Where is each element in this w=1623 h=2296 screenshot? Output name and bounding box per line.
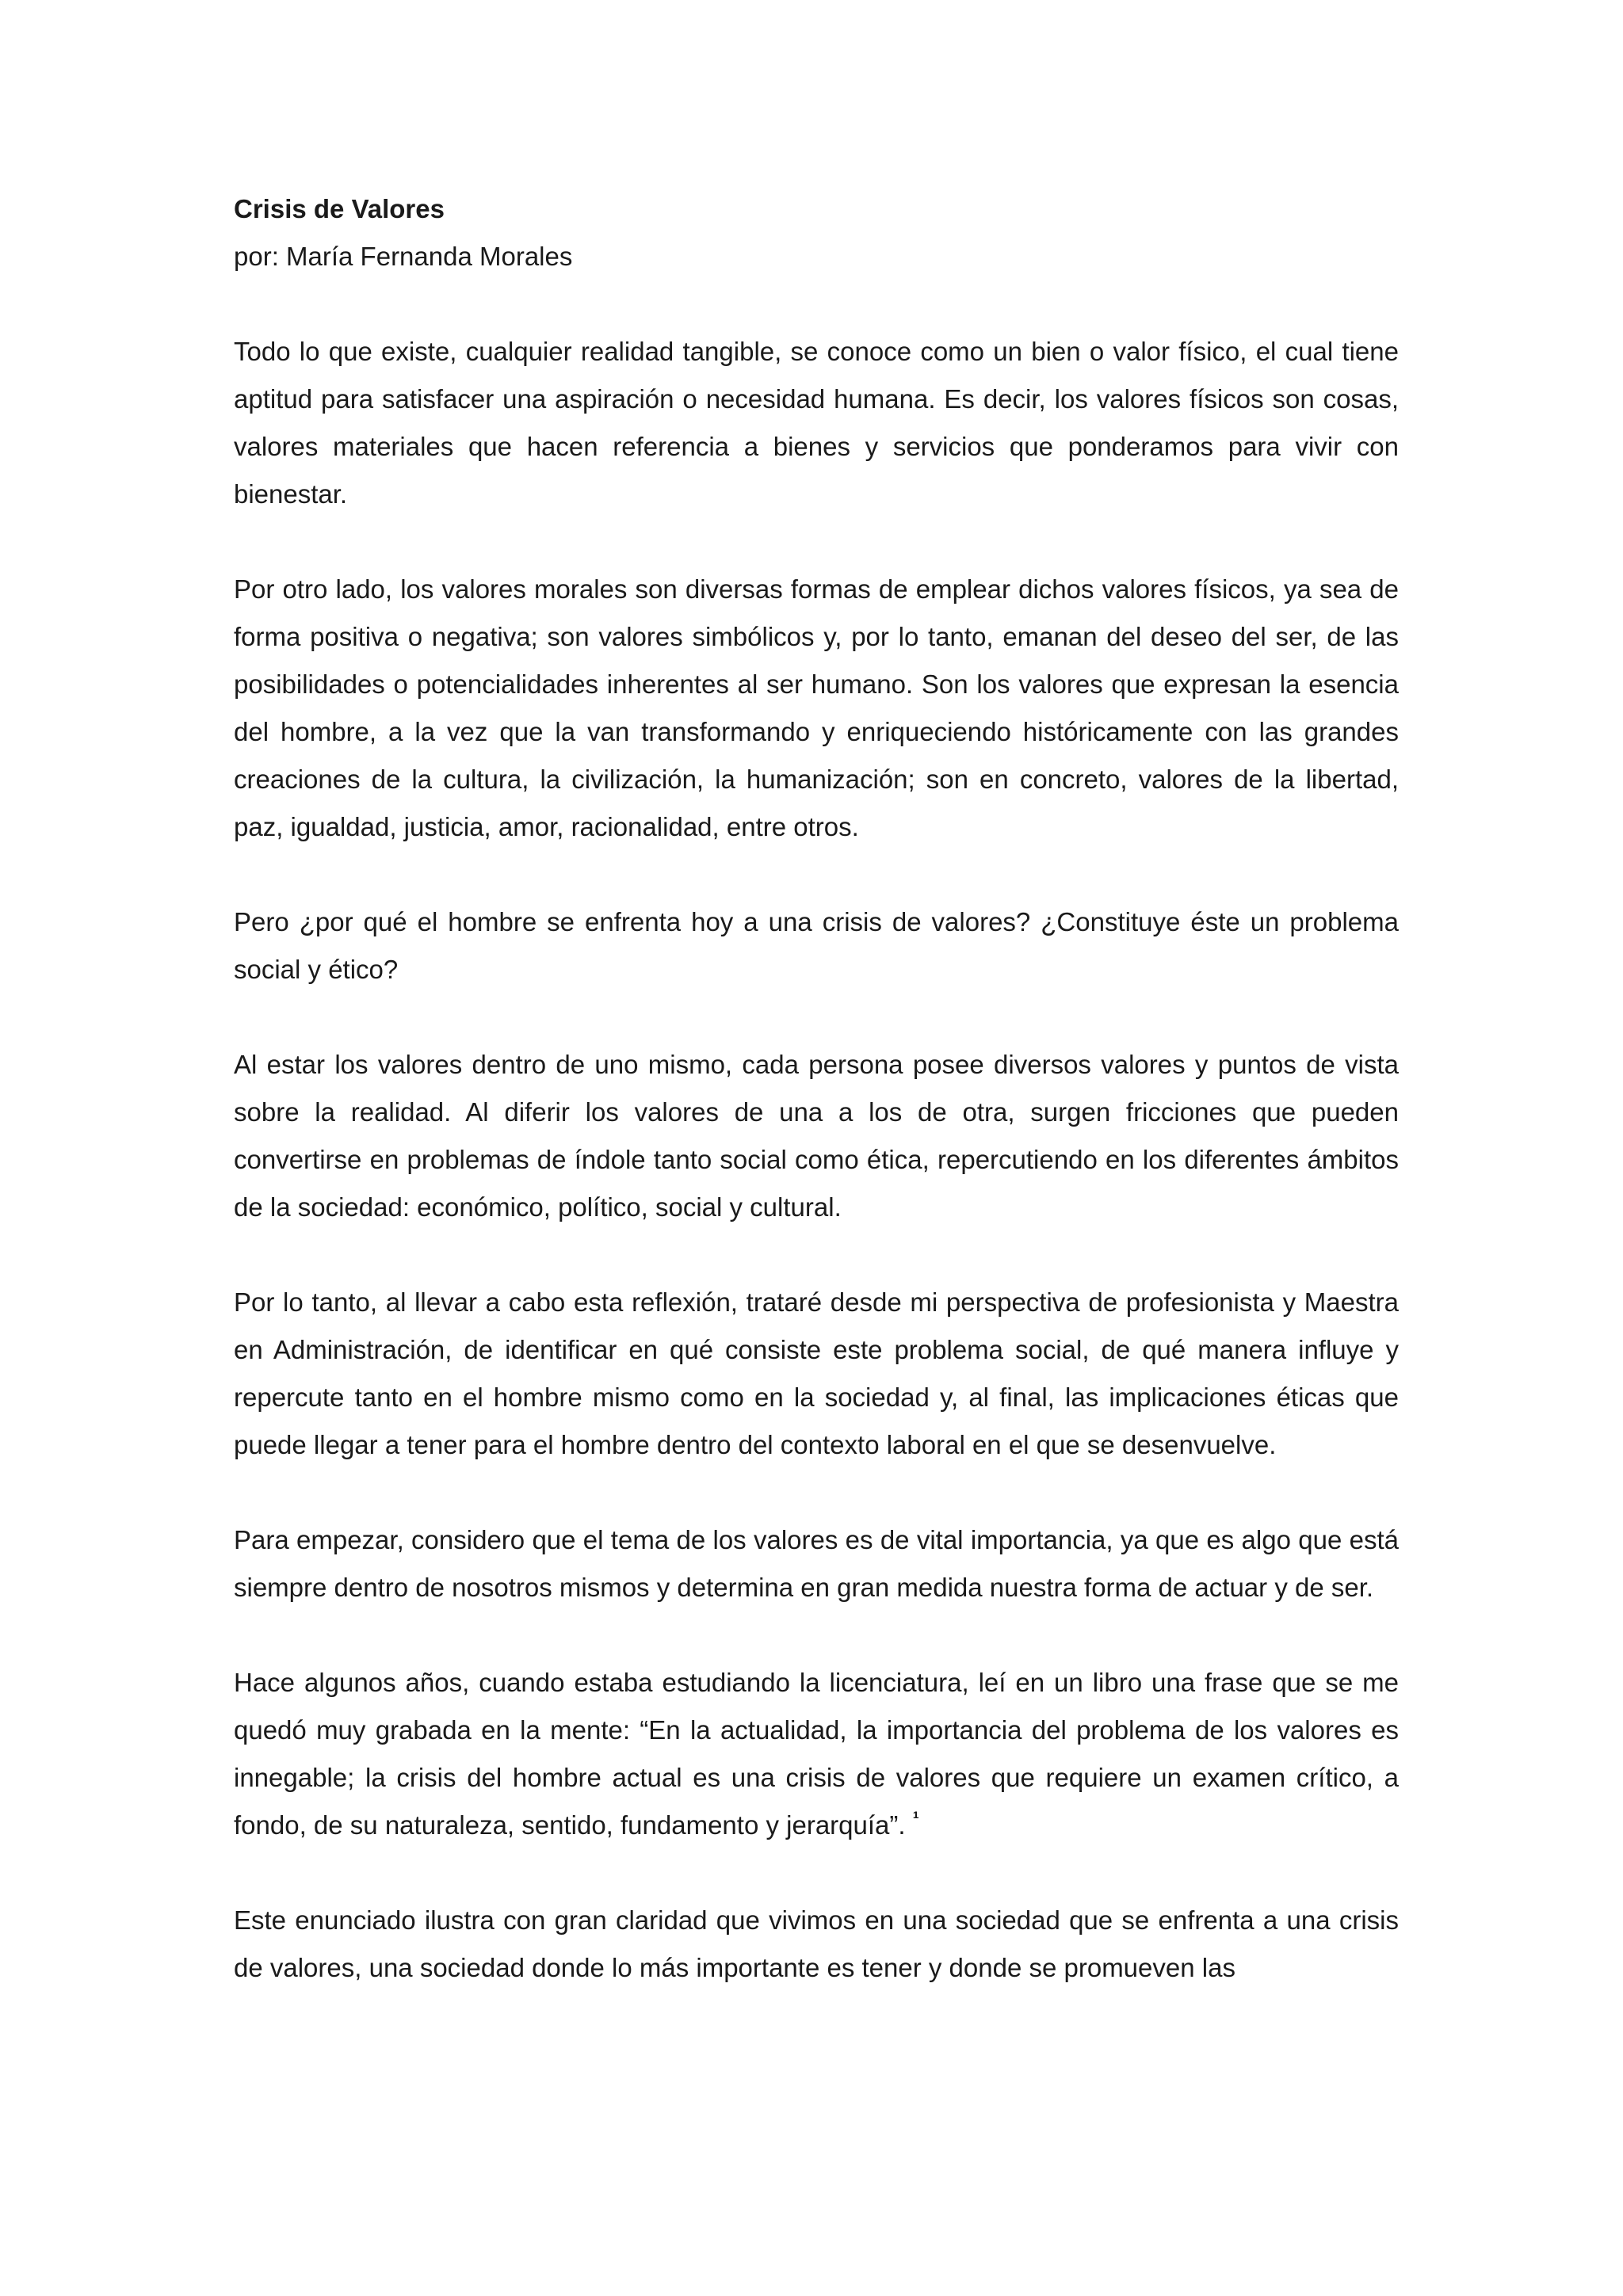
paragraph-1: Todo lo que existe, cualquier realidad tangible, se conoce como un bien o valor físico, el cual tiene aptitud para satisfacer una aspiración o necesidad humana. Es decir, los valores físicos son cosas, valores materiales que hacen referencia a bienes y servicios que ponderamos para vivir con bienestar. [234,337,1399,509]
paragraph-5: Por lo tanto, al llevar a cabo esta reflexión, trataré desde mi perspectiva de profesionista y Maestra en Administración, de identificar en qué consiste este problema social, de qué manera influye y repercute tanto en el hombre mismo como en la sociedad y, al final, las implicaciones éticas que puede llegar a tener para el hombre dentro del contexto laboral en el que se desenvuelve. [234,1287,1399,1459]
paragraph-7-text: Hace algunos años, cuando estaba estudiando la licenciatura, leí en un libro una frase que se me quedó muy grabada en la mente: “En la actualidad, la importancia del problema de los valores es innegable; la crisis del hombre actual es una crisis de valores que requiere un examen crítico, a fondo, de su naturaleza, sentido, fundamento y jerarquía”. [234,1668,1399,1840]
paragraph-8: Este enunciado ilustra con gran claridad que vivimos en una sociedad que se enfrenta a una crisis de valores, una sociedad donde lo más importante es tener y donde se promueven las [234,1905,1399,1982]
document-title: Crisis de Valores [234,194,445,223]
paragraph-2: Por otro lado, los valores morales son diversas formas de emplear dichos valores físicos, ya sea de forma positiva o negativa; son valores simbólicos y, por lo tanto, emanan del deseo del ser, de las posibilidades o potencialidades inherentes al ser humano. Son los valores que expresan la esencia del hombre, a la vez que la van transformando y enriqueciendo históricamente con las grandes creaciones de la cultura, la civilización, la humanización; son en concreto, valores de la libertad, paz, igualdad, justicia, amor, racionalidad, entre otros. [234,574,1399,841]
paragraph-7 [234,1659,1399,1849]
paragraph-4: Al estar los valores dentro de uno mismo, cada persona posee diversos valores y puntos de vista sobre la realidad. Al diferir los valores de una a los de otra, surgen fricciones que pueden convertirse en problemas de índole tanto social como ética, repercutiendo en los diferentes ámbitos de la sociedad: económico, político, social y cultural. [234,1050,1399,1222]
document-author: por: María Fernanda Morales [234,242,573,271]
paragraph-6: Para empezar, considero que el tema de los valores es de vital importancia, ya que es algo que está siempre dentro de nosotros mismos y determina en gran medida nuestra forma de actuar y de ser. [234,1525,1399,1602]
document-page [234,185,1399,1992]
paragraph-3: Pero ¿por qué el hombre se enfrenta hoy a una crisis de valores? ¿Constituye éste un problema social y ético? [234,907,1399,984]
footnote-reference: ¹ [912,1808,919,1829]
